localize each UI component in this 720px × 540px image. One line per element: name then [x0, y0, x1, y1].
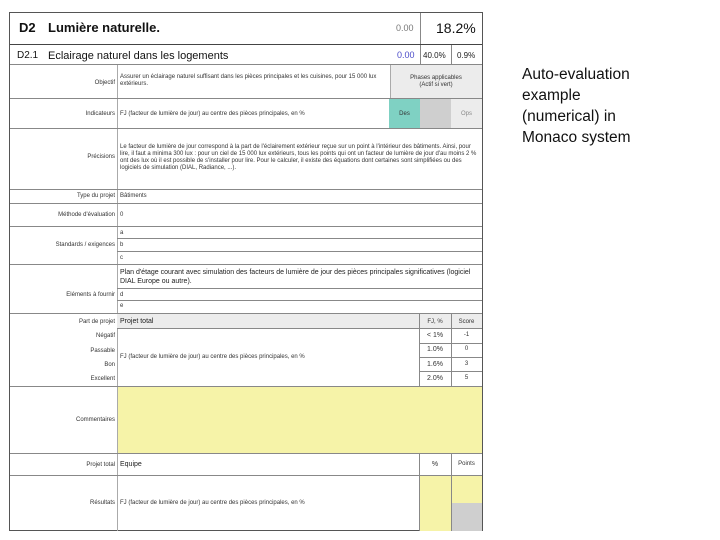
- row-d: d: [120, 292, 124, 298]
- score-row-4: 5: [464, 375, 469, 381]
- commentaires-field[interactable]: [118, 387, 482, 453]
- label-passable: Passable: [90, 348, 115, 354]
- subcriterion-score: 0.00: [397, 50, 415, 60]
- label-standards: Standards / exigences: [55, 242, 115, 248]
- phases-sub: (Actif si vert): [419, 82, 453, 88]
- fj-row-1: < 1%: [426, 332, 444, 339]
- row-a: a: [120, 230, 124, 236]
- label-bon: Bon: [104, 362, 115, 368]
- subcriterion-title: Eclairage naturel dans les logements: [48, 50, 229, 62]
- equipe-label: Equipe: [120, 461, 142, 468]
- label-commentaires: Commentaires: [75, 417, 115, 423]
- label-resultats: Résultats: [89, 500, 115, 506]
- methode-value: 0: [120, 212, 124, 218]
- row-e: e: [120, 303, 124, 309]
- label-projet-total: Projet total: [86, 462, 115, 468]
- subcriterion-code: D2.1: [17, 50, 39, 61]
- precisions-text: Le facteur de lumière de jour correspond à la part de l'éclairement extérieur reçue sur un point à l'intérieur des bâtiments. Ainsi, pour lire, il faut a minima 300 lux : pour un ciel de 15 000 lux extérieurs, tous les points qui ont un facteur de lumière de jour d'au moins 2 % ont des lux où il est possible de s'installer pour lire. Pour le calculer, il existe des équations dont certaines sont simplifiées ou des logiciels de simulation (DIAL, Radiance, ...).: [120, 144, 477, 171]
- fj-row-4: 2.0%: [427, 375, 443, 382]
- score-row-1: -1: [463, 332, 470, 338]
- equipe-points-header: Points: [458, 461, 475, 467]
- fj-header: FJ, %: [427, 319, 443, 325]
- caption-line-1: Auto-evaluation: [522, 66, 630, 83]
- fj-row-3: 1.6%: [427, 361, 443, 368]
- label-methode: Méthode d'évaluation: [58, 212, 115, 218]
- label-precisions: Précisions: [87, 154, 115, 160]
- label-type: Type du projet: [76, 193, 115, 199]
- subcriterion-pct2: 0.9%: [457, 51, 476, 60]
- score-row-3: 3: [464, 361, 469, 367]
- subcriterion-pct1: 40.0%: [423, 51, 446, 60]
- label-objectif: Objectif: [94, 80, 115, 86]
- caption-line-2: example: [522, 87, 581, 104]
- criterion-score: 0.00: [396, 23, 414, 33]
- row-c: c: [120, 255, 123, 261]
- equipe-pct-header: %: [431, 461, 439, 468]
- label-negatif: Négatif: [95, 333, 115, 339]
- resultats-pct-field[interactable]: [420, 476, 451, 531]
- phases-title: Phases applicables: [410, 75, 462, 81]
- elements-text: Plan d'étage courant avec simulation des facteurs de lumière de jour des pièces principales significatives (logiciel DIAL Europe ou autre).: [120, 269, 471, 285]
- label-elements: Eléments à fournir: [66, 292, 115, 298]
- label-part: Part de projet: [78, 319, 115, 325]
- criterion-code: D2: [19, 20, 36, 35]
- score-row-2: 0: [464, 346, 469, 352]
- scoring-description: FJ (facteur de lumière de jour) au centre des pièces principales, en %: [120, 354, 305, 360]
- phase-des: Des: [399, 111, 410, 117]
- caption-line-4: Monaco system: [522, 129, 631, 146]
- type-value: Bâtiments: [120, 193, 147, 199]
- score-header: Score: [458, 319, 475, 325]
- resultats-points-field[interactable]: [452, 476, 482, 503]
- indicateurs-text: FJ (facteur de lumière de jour) au centre des pièces principales, en %: [120, 111, 305, 117]
- resultats-text: FJ (facteur de lumière de jour) au centre des pièces principales, en %: [120, 500, 305, 506]
- label-excellent: Excellent: [90, 376, 115, 382]
- phase-ops: Ops: [460, 111, 472, 117]
- row-b: b: [120, 242, 124, 248]
- scoring-projet-total: Projet total: [120, 318, 154, 325]
- caption-line-3: (numerical) in: [522, 108, 616, 125]
- label-indicateurs: Indicateurs: [85, 111, 115, 117]
- objectif-text: Assurer un éclairage naturel suffisant dans les pièces principales et les cuisines, pour 15 000 lux extérieurs.: [120, 74, 377, 87]
- criterion-percent: 18.2%: [436, 20, 476, 36]
- caption: [522, 64, 712, 148]
- criterion-title: Lumière naturelle.: [48, 20, 160, 35]
- fj-row-2: 1.0%: [427, 346, 443, 353]
